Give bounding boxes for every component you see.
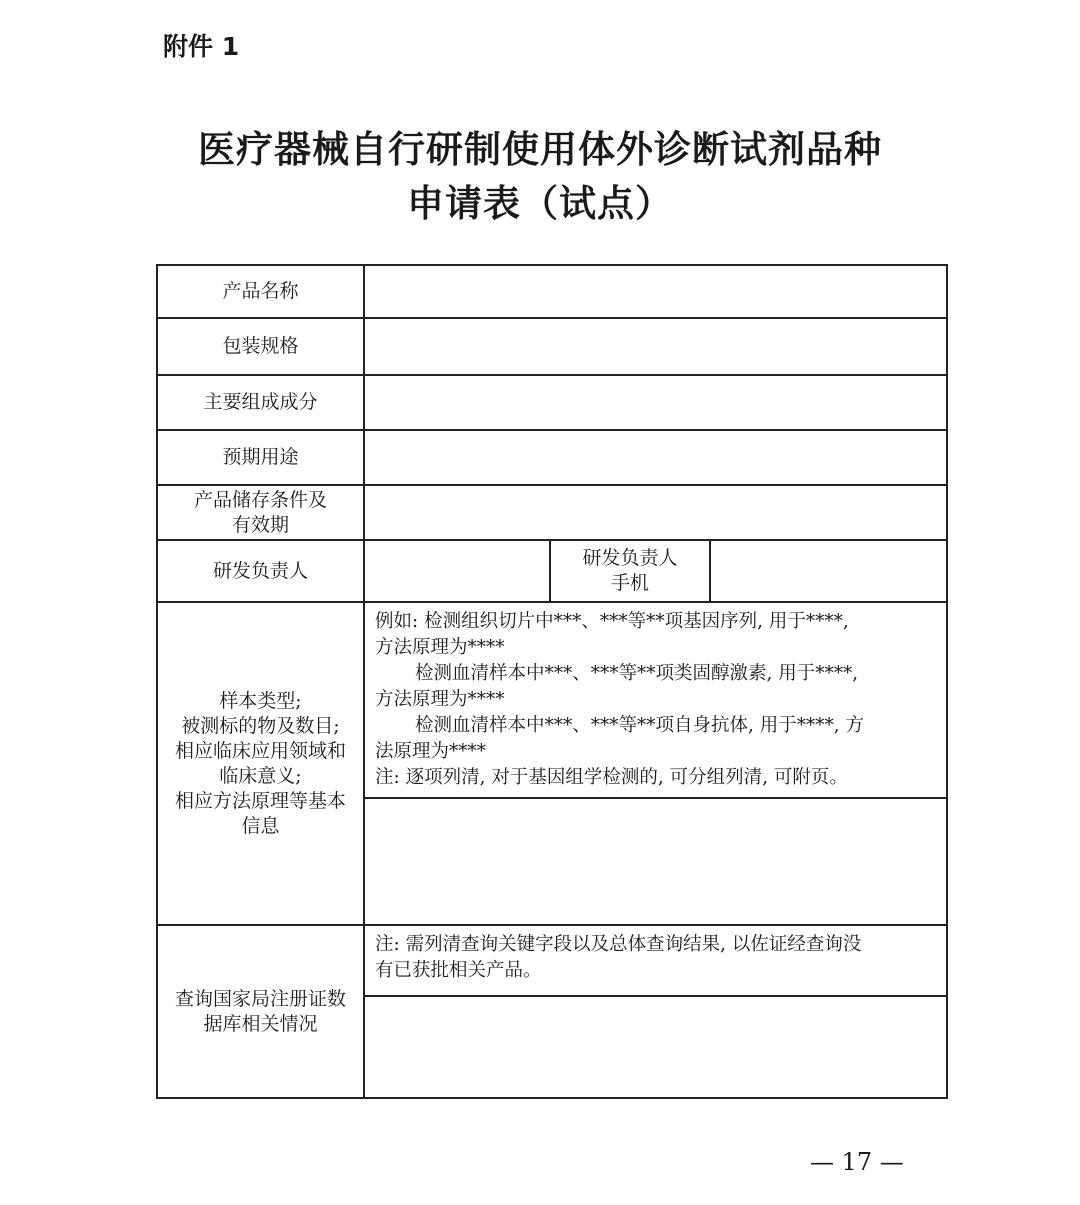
sample-info-field[interactable]	[364, 798, 947, 925]
intended-use-label: 预期用途	[157, 430, 364, 485]
rd-leader-label: 研发负责人	[157, 540, 364, 602]
table-row	[157, 265, 947, 318]
sample-label-line: 临床意义;	[219, 764, 302, 787]
registration-query-label	[157, 925, 364, 1098]
sample-info-example	[364, 602, 947, 798]
table-row	[157, 430, 947, 485]
sample-label-line: 样本类型;	[219, 689, 302, 712]
table-row	[157, 485, 947, 540]
attachment-label: 附件 1	[163, 32, 240, 61]
query-note-line2: 有已获批相关产品。	[375, 960, 542, 981]
form-title-line1: 医疗器械自行研制使用体外诊断试剂品种	[198, 128, 882, 171]
example-line: 法原理为****	[375, 741, 487, 762]
example-line: 检测血清样本中***、***等**项自身抗体, 用于****, 方	[415, 715, 865, 736]
example-note-line: 注: 逐项列清, 对于基因组学检测的, 可分组列清, 可附页。	[375, 767, 848, 788]
storage-validity-field[interactable]	[364, 485, 947, 540]
rd-leader-phone-field[interactable]	[710, 540, 947, 602]
table-row	[157, 925, 947, 996]
sample-label-line: 相应方法原理等基本	[174, 789, 346, 812]
query-label-line2: 据库相关情况	[203, 1012, 318, 1035]
rd-leader-phone-label	[550, 540, 710, 602]
query-note-line1: 注: 需列清查询关键字段以及总体查询结果, 以佐证经查询没	[375, 934, 862, 955]
intended-use-field[interactable]	[364, 430, 947, 485]
table-row	[157, 375, 947, 430]
rd-phone-label-line2: 手机	[610, 572, 649, 594]
table-row	[157, 318, 947, 375]
example-line: 例如: 检测组织切片中***、***等**项基因序列, 用于****,	[375, 611, 849, 632]
example-line: 方法原理为****	[375, 689, 505, 710]
product-name-field[interactable]	[364, 265, 947, 318]
product-name-label: 产品名称	[157, 265, 364, 318]
storage-validity-label	[157, 485, 364, 540]
page-number: — 17 —	[810, 1148, 904, 1176]
sample-label-line: 被测标的物及数目;	[181, 714, 340, 737]
form-title-line2: 申请表（试点）	[407, 182, 673, 225]
package-spec-field[interactable]	[364, 318, 947, 375]
registration-query-field[interactable]	[364, 996, 947, 1098]
rd-leader-field[interactable]	[364, 540, 550, 602]
sample-label-line: 信息	[241, 814, 280, 837]
example-line: 方法原理为****	[375, 637, 505, 658]
example-line: 检测血清样本中***、***等**项类固醇激素, 用于****,	[415, 663, 859, 684]
main-components-label: 主要组成成分	[157, 375, 364, 430]
application-form-table	[156, 264, 948, 1099]
sample-info-label	[157, 602, 364, 925]
main-components-field[interactable]	[364, 375, 947, 430]
table-row	[157, 602, 947, 798]
table-row	[157, 540, 947, 602]
query-label-line1: 查询国家局注册证数	[174, 987, 346, 1010]
sample-label-line: 相应临床应用领域和	[174, 739, 346, 762]
package-spec-label: 包装规格	[157, 318, 364, 375]
storage-label-line2: 有效期	[231, 513, 289, 536]
storage-label-line1: 产品储存条件及	[193, 488, 327, 511]
rd-phone-label-line1: 研发负责人	[582, 547, 678, 569]
registration-query-note	[364, 925, 947, 996]
